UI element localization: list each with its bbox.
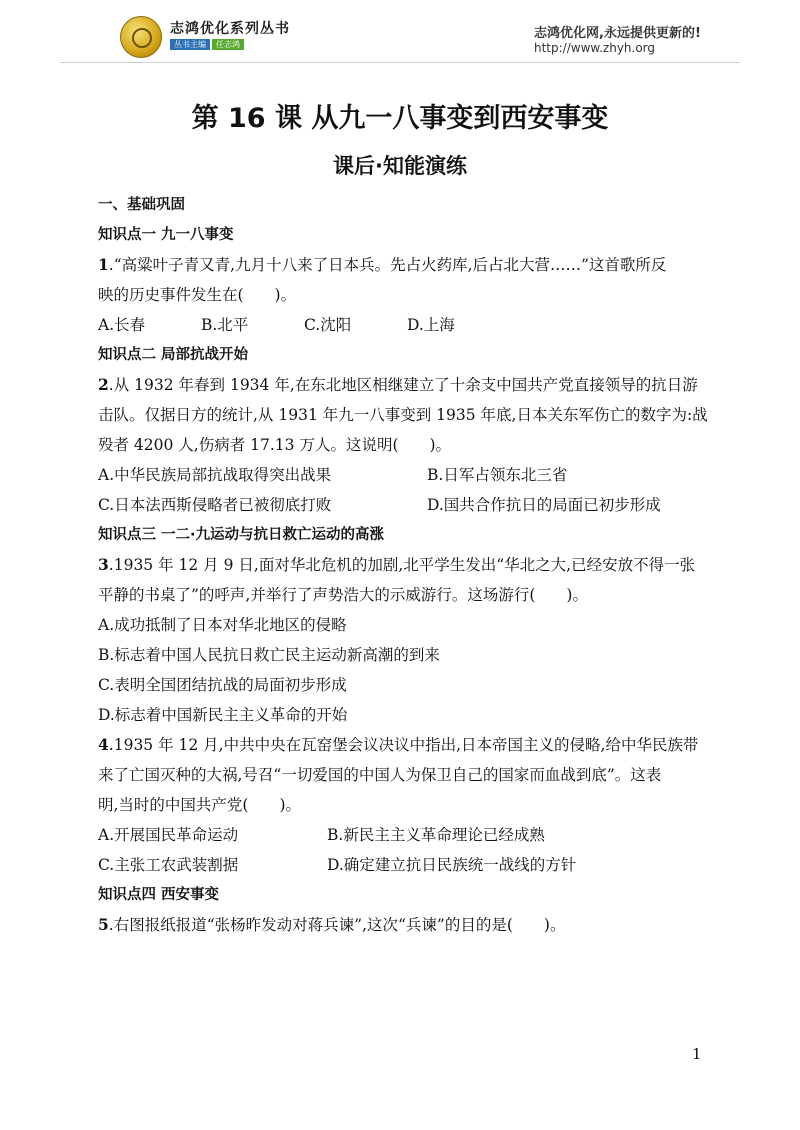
question-2-line-2: 击队。仅据日方的统计,从 1931 年九一八事变到 1935 年底,日本关东军伤亡的数字为:战 — [98, 406, 708, 424]
question-2-line-1 — [98, 370, 708, 400]
question-3-line-2: 平静的书桌了”的呼声,并举行了声势浩大的示威游行。这场游行( )。 — [98, 586, 588, 604]
lesson-subtitle: 课后·知能演练 — [333, 154, 467, 178]
option-d: D.确定建立抗日民族统一战线的方针 — [327, 856, 577, 874]
option-b: B.标志着中国人民抗日救亡民主运动新高潮的到来 — [98, 646, 440, 664]
question-text: .“高粱叶子青又青,九月十八来了日本兵。先占火药库,后占北大营……”这首歌所反 — [108, 256, 667, 274]
question-text: .右图报纸报道“张杨昨发动对蒋兵谏”,这次“兵谏”的目的是( )。 — [108, 916, 566, 934]
question-2-options-row-1 — [98, 460, 708, 490]
question-4-options-row-1 — [98, 820, 708, 850]
option-c: C.日本法西斯侵略者已被彻底打败 — [98, 496, 332, 514]
editor-tag: 丛书主编 — [170, 39, 210, 50]
question-4-line-1 — [98, 730, 708, 760]
option-a: A.开展国民革命运动 — [98, 826, 239, 844]
logo-icon — [120, 16, 162, 58]
option-b: B.北平 — [201, 316, 249, 334]
question-5-line-1 — [98, 910, 708, 940]
option-b: B.新民主主义革命理论已经成熟 — [327, 826, 545, 844]
knowledge-point-3: 知识点三 一二·九运动与抗日救亡运动的高涨 — [98, 527, 385, 543]
option-a: A.中华民族局部抗战取得突出战果 — [98, 466, 332, 484]
lesson-title: 第 16 课 从九一八事变到西安事变 — [191, 103, 609, 134]
question-number: 3 — [98, 555, 109, 574]
question-text: .从 1932 年春到 1934 年,在东北地区相继建立了十余支中国共产党直接领导的抗日游 — [108, 376, 698, 394]
exercise-content — [98, 190, 708, 940]
knowledge-point-4: 知识点四 西安事变 — [98, 887, 220, 903]
question-number: 4 — [98, 735, 109, 754]
question-1-options — [98, 310, 708, 340]
question-1-line-1 — [98, 250, 708, 280]
question-1-line-2: 映的历史事件发生在( )。 — [98, 286, 297, 304]
option-d: D.标志着中国新民主主义革命的开始 — [98, 706, 348, 724]
question-text: .1935 年 12 月,中共中央在瓦窑堡会议决议中指出,日本帝国主义的侵略,给中华民族带 — [108, 736, 699, 754]
question-4-line-3: 明,当时的中国共产党( )。 — [98, 796, 302, 814]
question-2-options-row-2 — [98, 490, 708, 520]
option-a: A.长春 — [98, 316, 146, 334]
brand-title: 志鸿优化系列丛书 — [170, 21, 290, 37]
knowledge-point-1: 知识点一 九一八事变 — [98, 227, 234, 243]
option-b: B.日军占领东北三省 — [427, 466, 568, 484]
header-divider — [60, 62, 740, 63]
question-4-line-2: 来了亡国灭种的大祸,号召“一切爱国的中国人为保卫自己的国家而血战到底”。这表 — [98, 766, 662, 784]
section-heading: 一、基础巩固 — [98, 197, 185, 213]
question-3-line-1 — [98, 550, 708, 580]
brand-subtitle — [170, 39, 244, 50]
option-d: D.国共合作抗日的局面已初步形成 — [427, 496, 661, 514]
site-url[interactable]: http://www.zhyh.org — [534, 41, 656, 55]
page-number: 1 — [692, 1045, 702, 1063]
question-number: 5 — [98, 915, 109, 934]
option-c: C.沈阳 — [304, 316, 352, 334]
option-c: C.表明全国团结抗战的局面初步形成 — [98, 676, 347, 694]
site-slogan: 志鸿优化网,永远提供更新的! — [534, 26, 701, 41]
page-header — [0, 0, 800, 70]
option-d: D.上海 — [407, 316, 455, 334]
question-4-options-row-2 — [98, 850, 708, 880]
knowledge-point-2: 知识点二 局部抗战开始 — [98, 347, 249, 363]
question-number: 1 — [98, 255, 109, 274]
option-a: A.成功抵制了日本对华北地区的侵略 — [98, 616, 347, 634]
question-2-line-3: 殁者 4200 人,伤病者 17.13 万人。这说明( )。 — [98, 436, 452, 454]
question-number: 2 — [98, 375, 109, 394]
question-text: .1935 年 12 月 9 日,面对华北危机的加剧,北平学生发出“华北之大,已经安放不得一张 — [108, 556, 696, 574]
option-c: C.主张工农武装割据 — [98, 856, 239, 874]
editor-name-tag: 任志鸿 — [212, 39, 244, 50]
